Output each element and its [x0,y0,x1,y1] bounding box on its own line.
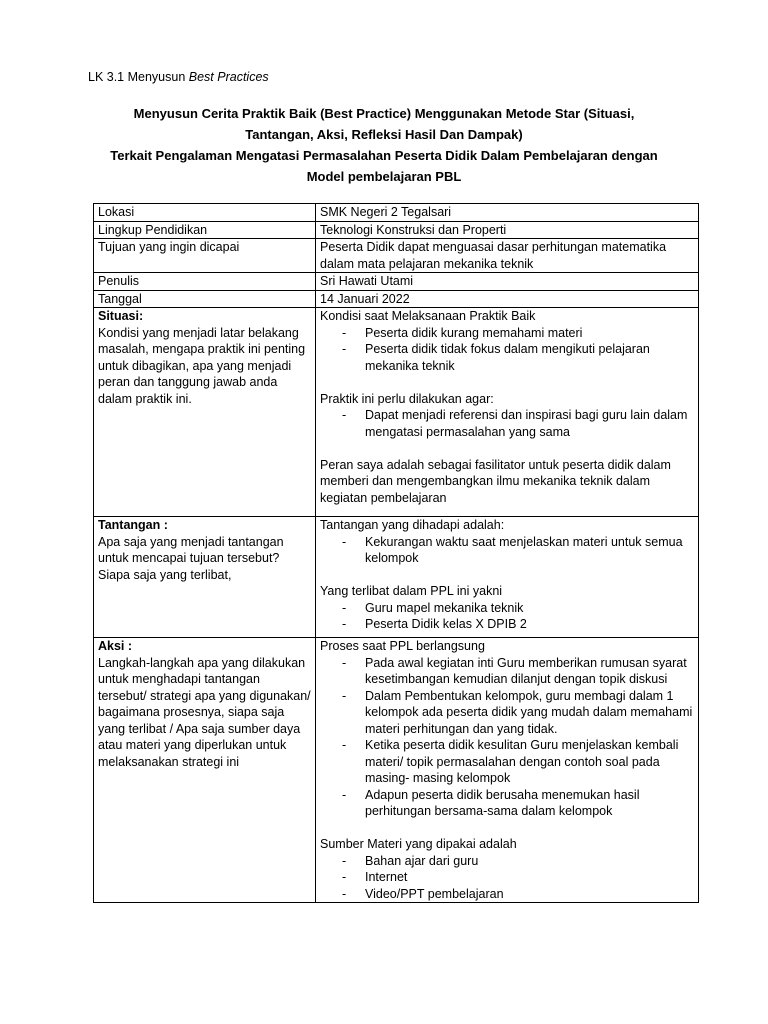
list-item: - Dalam Pembentukan kelompok, guru membagi dalam 1 kelompok ada peserta didik yang mudah dalam memahami materi perhitungan dan yang tidak. [320,688,694,738]
tanggal-label: Tanggal [94,290,316,308]
list-item: - Dapat menjadi referensi dan inspirasi bagi guru lain dalam mengatasi permasalahan yang sama [320,407,694,440]
lokasi-value: SMK Negeri 2 Tegalsari [316,204,699,222]
title-line-3: Terkait Pengalaman Mengatasi Permasalahan Peserta Didik Dalam Pembelajaran dengan [110,148,658,163]
title-line-4: Model pembelajaran PBL [306,169,462,184]
list-item: - Kekurangan waktu saat menjelaskan materi untuk semua kelompok [320,534,694,567]
perlu-heading: Praktik ini perlu dilakukan agar: [320,391,494,406]
list-item: - Video/PPT pembelajaran [320,886,694,903]
tantangan-label: Tantangan : [98,518,168,532]
situasi-description: Kondisi yang menjadi latar belakang masalah, mengapa praktik ini penting untuk dibagikan, apa yang menjadi peran dan tanggung jawab anda dalam praktik ini. [98,325,306,406]
table-row-lokasi [94,204,699,222]
proses-heading: Proses saat PPL berlangsung [320,639,485,653]
tantangan-heading: Tantangan yang dihadapi adalah: [320,518,505,532]
table-row-tujuan [94,239,699,273]
table-row-aksi [94,638,699,903]
title-line-2: Tantangan, Aksi, Refleksi Hasil Dan Dampak) [245,127,523,142]
list-item: - Peserta didik kurang memahami materi [320,325,694,342]
worksheet-header-prefix: LK 3.1 Menyusun [88,70,189,84]
tantangan-content-cell [316,517,699,638]
table-row-lingkup [94,221,699,239]
worksheet-header-italic: Best Practices [188,70,269,84]
situasi-content-cell [316,308,699,517]
aksi-label: Aksi : [98,639,133,653]
situasi-label: Situasi: [98,309,144,323]
table-row-situasi [94,308,699,517]
list-item: - Pada awal kegiatan inti Guru memberikan rumusan syarat kesetimbangan kemudian dilanjut dengan topik diskusi [320,655,694,688]
tujuan-value: Peserta Didik dapat menguasai dasar perhitungan matematika dalam mata pelajaran mekanika teknik [316,239,699,273]
sumber-list [320,853,694,903]
perlu-list [320,407,694,440]
situasi-label-cell [94,308,316,517]
kondisi-list [320,325,694,375]
document-title [70,103,698,187]
list-item: - Adapun peserta didik berusaha menemukan hasil perhitungan bersama-sama dalam kelompok [320,787,694,820]
best-practice-table [93,203,699,903]
tantangan-list [320,534,694,567]
list-item: - Peserta Didik kelas X DPIB 2 [320,616,694,633]
aksi-description: Langkah-langkah apa yang dilakukan untuk menghadapi tantangan tersebut/ strategi apa yang digunakan/ bagaimana prosesnya, siapa saja yang terlibat / Apa saja sumber daya atau materi yang diperlukan untuk melaksanakan strategi ini [98,655,311,769]
penulis-value: Sri Hawati Utami [316,273,699,291]
table-row-tanggal [94,290,699,308]
lokasi-label: Lokasi [94,204,316,222]
list-item: - Ketika peserta didik kesulitan Guru menjelaskan kembali materi/ topik permasalahan dengan contoh soal pada masing- masing kelompok [320,737,694,787]
penulis-label: Penulis [94,273,316,291]
table-row-tantangan [94,517,699,638]
terlibat-list [320,600,694,633]
tantangan-description: Apa saja yang menjadi tantangan untuk mencapai tujuan tersebut? Siapa saja yang terlibat, [98,534,284,582]
worksheet-header [88,69,269,85]
proses-list [320,655,694,820]
kondisi-heading: Kondisi saat Melaksanaan Praktik Baik [320,309,536,323]
list-item: - Guru mapel mekanika teknik [320,600,694,617]
aksi-label-cell [94,638,316,903]
terlibat-heading: Yang terlibat dalam PPL ini yakni [320,584,503,598]
tantangan-label-cell [94,517,316,638]
peran-text: Peran saya adalah sebagai fasilitator untuk peserta didik dalam memberi dan mengembangkan ilmu mekanika teknik dalam kegiatan pembelajaran [320,457,671,505]
title-line-1: Menyusun Cerita Praktik Baik (Best Practice) Menggunakan Metode Star (Situasi, [133,106,635,121]
list-item: - Internet [320,869,694,886]
table-row-penulis [94,273,699,291]
aksi-content-cell [316,638,699,903]
sumber-heading: Sumber Materi yang dipakai adalah [320,837,517,851]
list-item: - Peserta didik tidak fokus dalam mengikuti pelajaran mekanika teknik [320,341,694,374]
lingkup-label: Lingkup Pendidikan [94,221,316,239]
list-item: - Bahan ajar dari guru [320,853,694,870]
lingkup-value: Teknologi Konstruksi dan Properti [316,221,699,239]
tujuan-label: Tujuan yang ingin dicapai [94,239,316,273]
tanggal-value: 14 Januari 2022 [316,290,699,308]
